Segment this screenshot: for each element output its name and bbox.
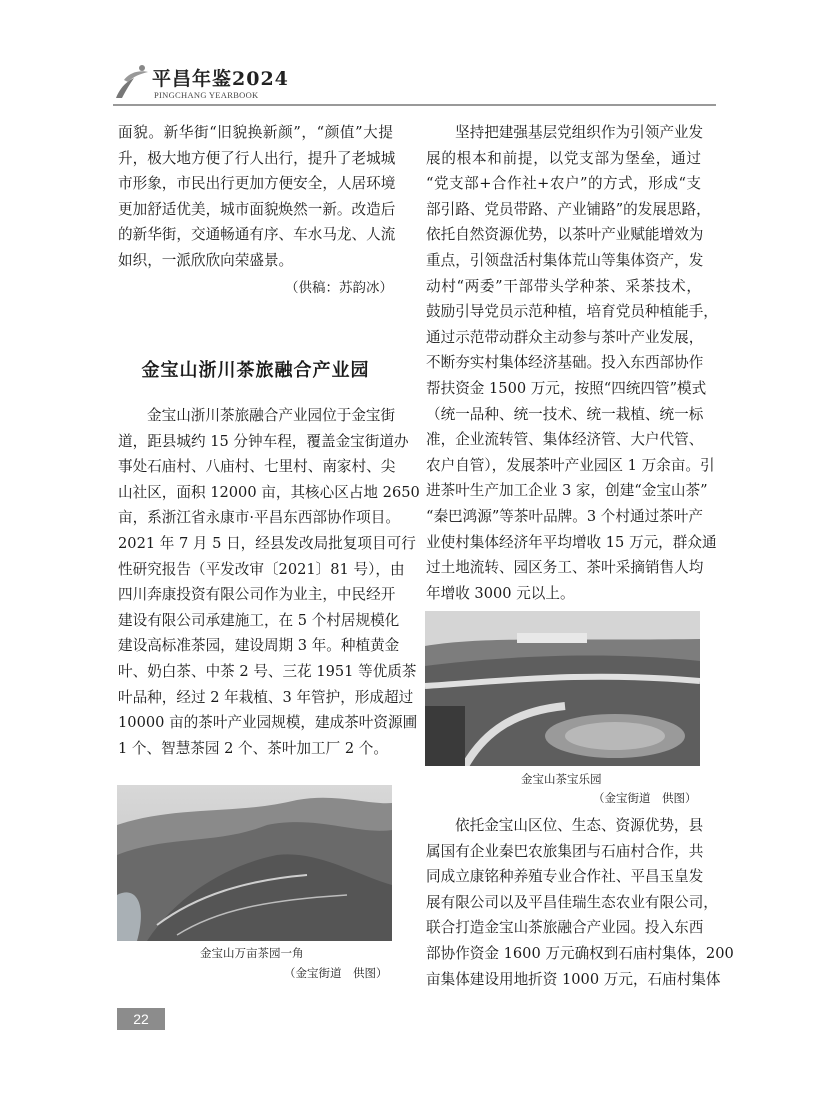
tea-park-photo [425,611,700,766]
text-line: 市形象，市民出行更加方便安全，人居环境 [118,175,396,193]
text-line: 道，距县城约 15 分钟车程，覆盖金宝街道办 [118,432,409,450]
text-line: 年增收 3000 元以上。 [426,584,575,602]
article-credit: （供稿：苏韵冰） [285,279,393,296]
text-line: 同成立康铭种养殖专业合作社、平昌玉皇发 [426,868,704,886]
text-line: 建设高标准茶园，建设周期 3 年。种植黄金 [118,637,400,655]
text-line: 更加舒适优美，城市面貌焕然一新。改造后 [118,200,396,218]
text-line: 农户自管），发展茶叶产业园区 1 万余亩。引 [426,456,715,474]
text-line: 动村“两委”干部带头学种茶、采茶技术， [426,277,701,295]
photo-credit: （金宝街道 供图） [593,791,697,805]
text-line: 鼓励引导党员示范种植，培育党员种植能手， [426,303,718,321]
tea-garden-photo [117,785,392,941]
text-line: 性研究报告（平发改审〔2021〕81 号），由 [118,560,405,578]
text-line: 叶、奶白茶、中茶 2 号、三花 1951 等优质茶 [118,662,417,680]
text-line: “秦巴鸿源”等茶叶品牌。3 个村通过茶叶产 [426,507,703,525]
text-line: 属国有企业秦巴农旅集团与石庙村合作，共 [426,842,704,860]
photo-credit: （金宝街道 供图） [284,966,388,980]
text-line: 亩集体建设用地折资 1000 万元，石庙村集体 [426,970,721,988]
text-line: 建设有限公司承建施工，在 5 个村居规模化 [118,611,400,629]
text-line: “党支部+合作社+农户”的方式，形成“支 [426,175,701,193]
page-number: 22 [117,1008,165,1030]
header-divider [113,104,716,106]
text-line: 亩，系浙江省永康市·平昌东西部协作项目。 [118,509,400,527]
text-line: 升，极大地方便了行人出行，提升了老城城 [118,149,396,167]
photo-caption: 金宝山茶宝乐园 [521,772,602,786]
text-line: 2021 年 7 月 5 日，经县发改局批复项目可行 [118,534,416,552]
left-body-paragraph [118,403,420,761]
text-line: 部引路、党员带路、产业铺路”的发展思路， [426,200,711,218]
text-line: 依托自然资源优势，以茶叶产业赋能增效为 [426,226,704,244]
right-paragraph-1 [426,120,718,606]
yearbook-subtitle: PINGCHANG YEARBOOK [154,90,259,100]
text-line: 面貌。新华街“旧貌换新颜”，“颜值”大提 [118,124,393,141]
section-heading: 金宝山浙川茶旅融合产业园 [141,360,370,381]
text-line: （统一品种、统一技术、统一栽植、统一标 [426,405,704,423]
text-line: 山社区，面积 12000 亩，其核心区占地 2650 [118,483,420,501]
text-line: 如织，一派欣欣向荣盛景。 [118,251,294,269]
text-line: 过土地流转、园区务工、茶叶采摘销售人均 [426,559,704,577]
yearbook-logo-icon [112,62,152,102]
text-line: 10000 亩的茶叶产业园规模，建成茶叶资源圃 [118,714,418,732]
yearbook-title: 平昌年鉴2024 [152,68,289,90]
text-line: 通过示范带动群众主动参与茶叶产业发展， [426,328,704,346]
text-line: 依托金宝山区位、生态、资源优势，县 [455,817,704,834]
text-line: 进茶叶生产加工企业 3 家，创建“金宝山茶” [426,482,708,500]
text-line: 重点，引领盘活村集体荒山等集体资产，发 [426,251,704,269]
text-line: 业使村集体经济年平均增收 15 万元，群众通 [426,533,717,551]
text-line: 部协作资金 1600 万元确权到石庙村集体，200 [426,944,734,962]
text-line: 坚持把建强基层党组织作为引领产业发 [455,124,704,141]
text-line: 金宝山浙川茶旅融合产业园位于金宝街 [147,407,396,424]
text-line: 四川奔康投资有限公司作为业主，中民经开 [118,586,396,604]
text-line: 展有限公司以及平昌佳瑞生态农业有限公司， [426,893,718,911]
text-line: 准，企业流转管、集体经济管、大户代管、 [426,431,704,449]
text-line: 不断夯实村集体经济基础。投入东西部协作 [426,354,704,372]
text-line: 的新华街，交通畅通有序、车水马龙、人流 [118,226,396,244]
text-line: 帮扶资金 1500 万元，按照“四统四管”模式 [426,379,707,397]
text-line: 事处石庙村、八庙村、七里村、南家村、尖 [118,458,396,476]
right-paragraph-2 [426,813,734,992]
text-line: 展的根本和前提，以党支部为堡垒，通过 [426,149,701,167]
text-line: 叶品种，经过 2 年栽植、3 年管护，形成超过 [118,688,414,706]
text-line: 联合打造金宝山茶旅融合产业园。投入东西 [426,919,704,937]
text-line: 1 个、智慧茶园 2 个、茶叶加工厂 2 个。 [118,739,388,757]
photo-caption: 金宝山万亩茶园一角 [200,946,304,960]
left-intro-paragraph [118,120,396,302]
